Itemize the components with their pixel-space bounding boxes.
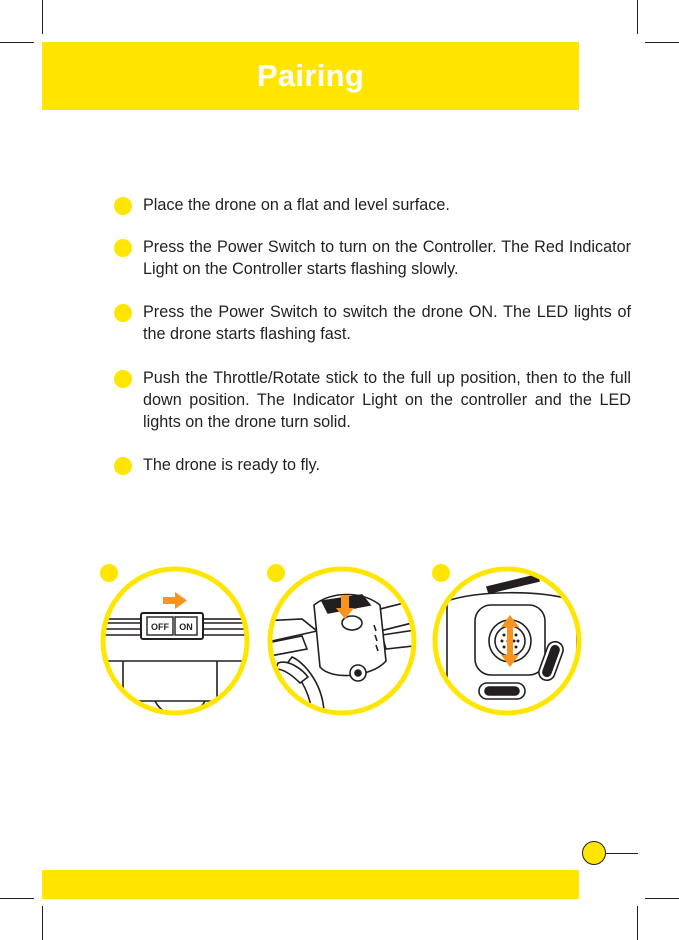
page-marker-line <box>606 853 638 854</box>
crop-mark <box>42 0 43 34</box>
arrow-right-icon <box>163 592 187 609</box>
step-item <box>112 301 631 345</box>
switch-off-label: OFF <box>151 622 169 632</box>
crop-mark <box>0 898 34 899</box>
crop-mark <box>637 906 638 940</box>
drone-illustration <box>262 561 422 717</box>
step-text: Press the Power Switch to switch the drone ON. The LED lights of the drone starts flashing fast. <box>143 303 631 343</box>
bullet-icon <box>114 370 132 388</box>
step-text: Push the Throttle/Rotate stick to the full up position, then to the full down position. The Indicator Light on the controller and the LED lights on the drone turn solid. <box>143 369 631 431</box>
page-marker-icon <box>582 841 606 865</box>
bullet-icon <box>114 304 132 322</box>
header-band <box>42 42 579 110</box>
bullet-icon <box>114 197 132 215</box>
switch-on-label: ON <box>179 622 193 632</box>
crop-mark <box>645 898 679 899</box>
crop-mark <box>0 42 34 43</box>
page-title: Pairing <box>256 58 365 93</box>
step-item <box>112 367 631 433</box>
bullet-icon <box>114 457 132 475</box>
crop-mark <box>645 42 679 43</box>
step-item <box>112 194 631 216</box>
footer-band <box>42 870 579 899</box>
crop-mark <box>637 0 638 34</box>
stick-illustration <box>427 561 587 717</box>
switch-illustration <box>95 561 255 717</box>
bullet-icon <box>114 239 132 257</box>
crop-mark <box>42 906 43 940</box>
step-text: Place the drone on a flat and level surface. <box>143 196 450 214</box>
step-text: Press the Power Switch to turn on the Controller. The Red Indicator Light on the Controller starts flashing slowly. <box>143 238 631 278</box>
step-text: The drone is ready to fly. <box>143 456 320 474</box>
step-item <box>112 454 631 476</box>
step-item <box>112 236 631 280</box>
